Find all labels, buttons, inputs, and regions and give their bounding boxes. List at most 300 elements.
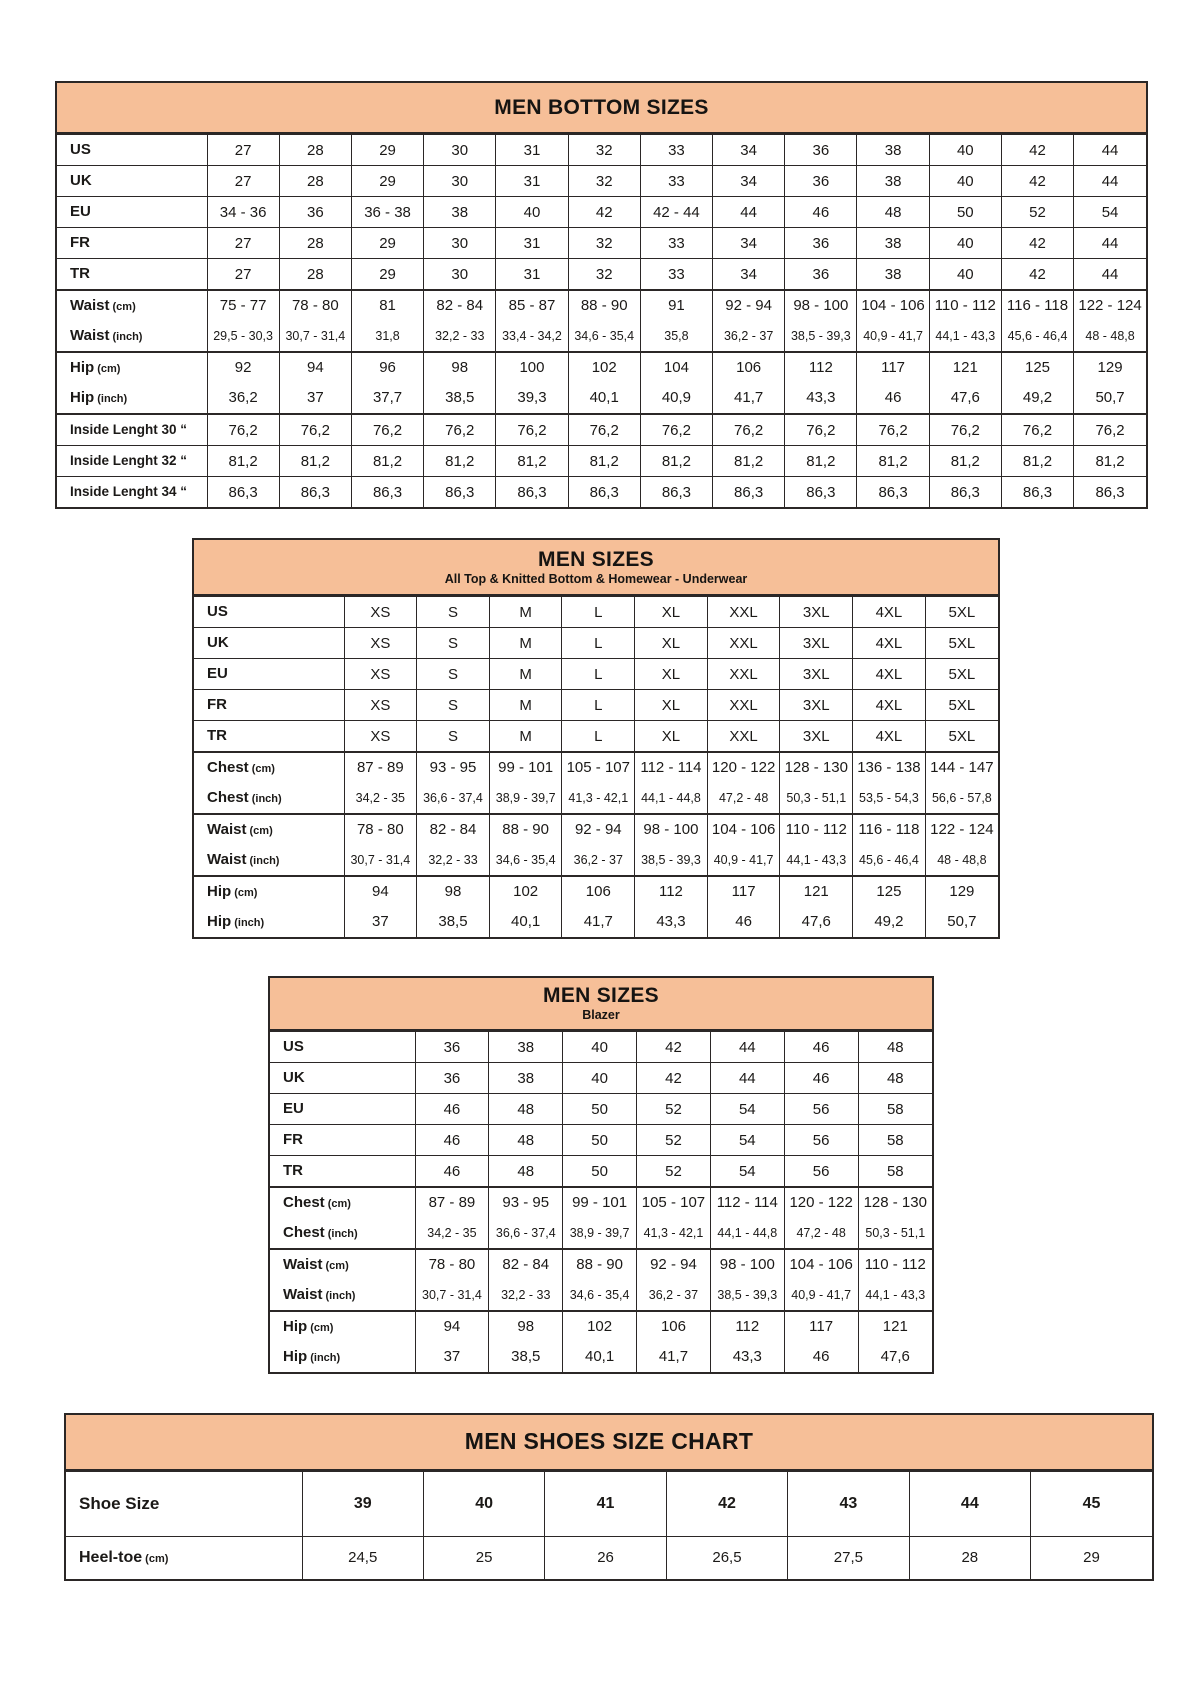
- value-cell: S: [417, 659, 490, 690]
- value-cell: [925, 876, 998, 937]
- value-text: 81: [379, 297, 396, 314]
- value-cell: 26: [545, 1537, 666, 1580]
- value-text: 93 - 95: [429, 759, 477, 776]
- value-cell: 44: [713, 197, 785, 228]
- value-cell: 28: [279, 228, 351, 259]
- value-cell: [858, 1187, 932, 1249]
- row-us: [57, 135, 1146, 166]
- value-cell: 76,2: [1001, 414, 1073, 446]
- value-cell: 76,2: [424, 414, 496, 446]
- value-text: 98 - 100: [643, 821, 699, 838]
- value-cell: 81,2: [1074, 446, 1146, 477]
- value-cell: 50: [929, 197, 1001, 228]
- row-label-text: Hip: [207, 883, 232, 900]
- value-cell: 42: [1001, 135, 1073, 166]
- value-text: 38,5 - 39,3: [790, 329, 851, 343]
- value-cell: [563, 1249, 637, 1311]
- value-text: 120 - 122: [789, 1194, 853, 1211]
- value-text: 44,1 - 43,3: [865, 1288, 926, 1302]
- value-cell: [713, 290, 785, 352]
- value-text: 82 - 84: [436, 297, 484, 314]
- value-cell: 45: [1031, 1472, 1152, 1537]
- value-cell: 76,2: [207, 414, 279, 446]
- value-text: 92 - 94: [725, 297, 772, 314]
- value-cell: 44: [1074, 166, 1146, 197]
- value-text: 87 - 89: [428, 1194, 476, 1211]
- value-cell: 30: [424, 259, 496, 291]
- value-cell: 38: [489, 1063, 563, 1094]
- value-text: 136 - 138: [857, 759, 921, 776]
- value-cell: [784, 1249, 858, 1311]
- value-cell: 86,3: [424, 477, 496, 508]
- value-text: 36,2: [228, 389, 258, 406]
- value-text: 112: [735, 1318, 760, 1335]
- value-cell: 81,2: [207, 446, 279, 477]
- value-text: 122 - 124: [930, 821, 994, 838]
- table-header: [66, 1415, 1152, 1471]
- value-cell: 42: [637, 1063, 711, 1094]
- value-cell: 38: [857, 166, 929, 197]
- value-cell: [344, 752, 417, 814]
- value-cell: 34 - 36: [207, 197, 279, 228]
- value-cell: [279, 290, 351, 352]
- value-text: 92: [234, 359, 252, 376]
- value-cell: 34: [713, 135, 785, 166]
- value-cell: 81,2: [279, 446, 351, 477]
- value-text: 41,3 - 42,1: [568, 791, 629, 805]
- value-cell: [710, 1187, 784, 1249]
- value-cell: 48: [489, 1156, 563, 1188]
- value-text: 88 - 90: [576, 1256, 623, 1273]
- value-cell: [857, 290, 929, 352]
- value-text: 112 - 114: [640, 759, 702, 776]
- value-cell: 54: [1074, 197, 1146, 228]
- value-cell: 4XL: [853, 721, 926, 753]
- value-text: 117: [881, 359, 906, 376]
- value-text: 100: [519, 359, 545, 376]
- value-text: 37: [306, 389, 324, 406]
- value-cell: 81,2: [640, 446, 712, 477]
- value-cell: [929, 352, 1001, 414]
- value-cell: 38: [489, 1032, 563, 1063]
- value-text: 120 - 122: [711, 759, 776, 776]
- row-label-unit: (inch): [246, 855, 280, 867]
- value-cell: 48: [857, 197, 929, 228]
- value-cell: XXL: [707, 597, 780, 628]
- value-cell: [635, 876, 708, 937]
- value-cell: 54: [710, 1156, 784, 1188]
- value-text: 39,3: [517, 389, 547, 406]
- value-cell: 31: [496, 166, 568, 197]
- value-text: 112: [808, 359, 833, 376]
- table-title: MEN SIZES: [543, 984, 659, 1008]
- value-cell: 52: [637, 1125, 711, 1156]
- table-title: MEN SHOES SIZE CHART: [464, 1428, 754, 1455]
- value-cell: [710, 1249, 784, 1311]
- value-cell: 36 - 38: [351, 197, 423, 228]
- value-cell: [707, 876, 780, 937]
- value-cell: [785, 352, 857, 414]
- value-cell: [929, 290, 1001, 352]
- row-chest-cm-inch: [194, 752, 998, 814]
- row-label-text: Hip: [70, 389, 95, 406]
- value-cell: L: [562, 721, 635, 753]
- value-text: 37: [443, 1348, 461, 1365]
- value-text: 43,3: [656, 913, 686, 930]
- value-cell: [563, 1187, 637, 1249]
- row-eu: [270, 1094, 932, 1125]
- value-text: 129: [949, 883, 975, 900]
- value-text: 40,9 - 41,7: [791, 1288, 852, 1302]
- value-text: 30,7 - 31,4: [350, 853, 411, 867]
- men-bottom-sizes-grid: [57, 134, 1146, 507]
- value-text: 112 - 114: [716, 1194, 778, 1211]
- value-cell: 56: [784, 1156, 858, 1188]
- row-label: [57, 414, 207, 446]
- row-eu: [194, 659, 998, 690]
- value-text: 36,2 - 37: [648, 1288, 699, 1302]
- row-label-unit: (cm): [142, 1553, 169, 1565]
- value-cell: [1001, 352, 1073, 414]
- row-label: [270, 1032, 415, 1063]
- value-text: 87 - 89: [356, 759, 404, 776]
- row-label-text: US: [207, 603, 228, 620]
- value-cell: 48: [858, 1063, 932, 1094]
- value-text: 121: [803, 883, 829, 900]
- value-text: 38,5: [438, 913, 468, 930]
- value-cell: [857, 352, 929, 414]
- value-cell: [489, 1311, 563, 1372]
- value-cell: 36: [785, 135, 857, 166]
- value-text: 117: [809, 1318, 834, 1335]
- value-cell: [424, 352, 496, 414]
- row-label-unit: (inch): [322, 1290, 356, 1302]
- value-cell: [637, 1311, 711, 1372]
- row-shoe-size: [66, 1472, 1152, 1537]
- value-cell: 86,3: [713, 477, 785, 508]
- value-text: 104 - 106: [789, 1256, 853, 1273]
- men-sizes-blazer-grid: [270, 1031, 932, 1372]
- value-cell: 36: [279, 197, 351, 228]
- value-cell: 44: [710, 1063, 784, 1094]
- value-text: 37,7: [372, 389, 403, 406]
- row-label: [194, 721, 344, 753]
- value-text: 36,2 - 37: [723, 329, 774, 343]
- value-cell: 39: [302, 1472, 423, 1537]
- value-text: 41,7: [658, 1348, 689, 1365]
- value-cell: L: [562, 659, 635, 690]
- men-sizes-top-table: [192, 538, 1000, 939]
- value-cell: S: [417, 721, 490, 753]
- value-cell: 29: [1031, 1537, 1152, 1580]
- row-label-text: Waist: [207, 851, 247, 868]
- row-label-text: Heel-toe: [79, 1549, 143, 1566]
- value-text: 78 - 80: [291, 297, 339, 314]
- value-text: 47,6: [880, 1348, 910, 1365]
- value-cell: XL: [635, 690, 708, 721]
- value-cell: L: [562, 628, 635, 659]
- value-text: 36,2 - 37: [573, 853, 623, 867]
- value-cell: XL: [635, 659, 708, 690]
- value-cell: 46: [415, 1094, 489, 1125]
- value-cell: 46: [784, 1063, 858, 1094]
- row-label: [194, 597, 344, 628]
- value-cell: 40: [929, 135, 1001, 166]
- value-cell: [784, 1187, 858, 1249]
- value-cell: [853, 752, 926, 814]
- value-cell: 38: [857, 135, 929, 166]
- value-text: 43,3: [806, 389, 836, 406]
- value-text: 50,3 - 51,1: [786, 791, 847, 805]
- value-cell: 4XL: [853, 628, 926, 659]
- value-cell: 5XL: [925, 690, 998, 721]
- value-cell: [925, 814, 998, 876]
- value-text: 88 - 90: [502, 821, 549, 838]
- value-text: 98: [451, 359, 469, 376]
- value-text: 117: [731, 883, 756, 900]
- value-text: 46: [735, 913, 752, 930]
- value-cell: [417, 876, 490, 937]
- row-label-text: FR: [207, 696, 227, 713]
- value-cell: 42: [1001, 228, 1073, 259]
- row-label: [270, 1125, 415, 1156]
- value-cell: 40: [423, 1472, 544, 1537]
- value-cell: 58: [858, 1094, 932, 1125]
- value-text: 32,2 - 33: [435, 329, 485, 343]
- value-text: 112: [658, 883, 683, 900]
- row-label: [194, 628, 344, 659]
- value-cell: 42: [568, 197, 640, 228]
- value-cell: 48: [858, 1032, 932, 1063]
- row-label-unit: (cm): [307, 1322, 334, 1334]
- value-cell: 52: [1001, 197, 1073, 228]
- value-text: 110 - 112: [864, 1256, 926, 1273]
- row-us: [270, 1032, 932, 1063]
- value-cell: 50: [563, 1094, 637, 1125]
- value-cell: [415, 1187, 489, 1249]
- value-cell: 29: [351, 166, 423, 197]
- row-label-text: Waist: [207, 821, 247, 838]
- value-cell: 4XL: [853, 659, 926, 690]
- value-cell: [489, 752, 562, 814]
- value-cell: 30: [424, 166, 496, 197]
- value-text: 116 - 118: [1006, 297, 1069, 314]
- value-cell: 76,2: [568, 414, 640, 446]
- value-cell: [713, 352, 785, 414]
- value-text: 116 - 118: [858, 821, 920, 838]
- row-label-unit: (inch): [109, 331, 143, 343]
- row-label: [57, 446, 207, 477]
- value-cell: [1001, 290, 1073, 352]
- value-cell: [562, 752, 635, 814]
- value-text: 46: [812, 1348, 830, 1365]
- value-cell: XL: [635, 628, 708, 659]
- value-text: 41,3 - 42,1: [643, 1226, 704, 1240]
- value-text: 88 - 90: [580, 297, 628, 314]
- value-text: 82 - 84: [429, 821, 477, 838]
- value-cell: 31: [496, 135, 568, 166]
- row-label: [270, 1311, 415, 1372]
- value-cell: [496, 290, 568, 352]
- value-cell: 32: [568, 166, 640, 197]
- value-text: 38,9 - 39,7: [495, 791, 556, 805]
- value-cell: 38: [857, 228, 929, 259]
- value-cell: [351, 290, 423, 352]
- row-us: [194, 597, 998, 628]
- value-cell: [344, 814, 417, 876]
- value-text: 40,1: [511, 913, 541, 930]
- row-hip-cm-inch: [57, 352, 1146, 414]
- row-label-text: Hip: [207, 913, 232, 930]
- value-cell: 81,2: [568, 446, 640, 477]
- value-text: 30,7 - 31,4: [422, 1288, 482, 1302]
- value-text: 47,6: [950, 389, 980, 406]
- value-cell: 81,2: [351, 446, 423, 477]
- row-inside-lenght-30: [57, 414, 1146, 446]
- value-cell: 86,3: [785, 477, 857, 508]
- value-text: 37: [371, 913, 389, 930]
- row-label-text: TR: [207, 727, 227, 744]
- value-cell: 34: [713, 228, 785, 259]
- value-cell: [489, 1249, 563, 1311]
- value-text: 110 - 112: [934, 297, 996, 314]
- value-text: 44,1 - 44,8: [641, 791, 701, 805]
- value-cell: [568, 352, 640, 414]
- row-label-unit: (cm): [246, 825, 273, 837]
- value-text: 34,2 - 35: [355, 791, 405, 805]
- value-cell: 5XL: [925, 597, 998, 628]
- value-cell: 28: [279, 259, 351, 291]
- value-cell: [344, 876, 417, 937]
- value-cell: [780, 752, 853, 814]
- value-cell: [784, 1311, 858, 1372]
- row-label-text: Waist: [70, 327, 110, 344]
- value-cell: XXL: [707, 659, 780, 690]
- value-text: 92 - 94: [650, 1256, 697, 1273]
- row-label: [57, 197, 207, 228]
- value-cell: 5XL: [925, 628, 998, 659]
- row-label-unit: (cm): [231, 887, 258, 899]
- value-cell: 29: [351, 135, 423, 166]
- value-cell: [640, 290, 712, 352]
- row-label-unit: (inch): [231, 917, 265, 929]
- row-label-text: Waist: [283, 1256, 323, 1273]
- row-fr: [57, 228, 1146, 259]
- value-cell: 34: [713, 259, 785, 291]
- row-uk: [270, 1063, 932, 1094]
- value-text: 44,1 - 43,3: [786, 853, 847, 867]
- value-cell: 86,3: [1074, 477, 1146, 508]
- row-label-text: Chest: [207, 789, 249, 806]
- value-text: 44,1 - 44,8: [717, 1226, 778, 1240]
- value-cell: [415, 1249, 489, 1311]
- value-cell: [780, 814, 853, 876]
- value-text: 31,8: [375, 329, 400, 343]
- value-cell: [568, 290, 640, 352]
- value-cell: L: [562, 690, 635, 721]
- value-cell: 30: [424, 228, 496, 259]
- value-text: 38,5: [511, 1348, 541, 1365]
- value-cell: [489, 1187, 563, 1249]
- row-label: [270, 1094, 415, 1125]
- value-cell: 81,2: [496, 446, 568, 477]
- row-label-text: Hip: [283, 1318, 308, 1335]
- value-cell: M: [489, 659, 562, 690]
- value-cell: 31: [496, 228, 568, 259]
- row-label-text: EU: [283, 1100, 304, 1117]
- value-cell: 50: [563, 1125, 637, 1156]
- value-cell: 56: [784, 1094, 858, 1125]
- row-label-text: Shoe Size: [79, 1494, 160, 1513]
- value-cell: 42 - 44: [640, 197, 712, 228]
- value-cell: M: [489, 721, 562, 753]
- value-text: 40,9 - 41,7: [713, 853, 774, 867]
- value-cell: 27: [207, 259, 279, 291]
- value-cell: M: [489, 597, 562, 628]
- value-text: 38,5 - 39,3: [717, 1288, 778, 1302]
- table-title: MEN SIZES: [538, 547, 654, 571]
- value-cell: [415, 1311, 489, 1372]
- value-text: 102: [513, 883, 539, 900]
- value-cell: 58: [858, 1125, 932, 1156]
- value-text: 104 - 106: [711, 821, 776, 838]
- row-label-text: US: [70, 141, 91, 158]
- value-cell: 36: [785, 259, 857, 291]
- value-cell: [207, 290, 279, 352]
- row-label: [66, 1472, 302, 1537]
- value-cell: 31: [496, 259, 568, 291]
- row-waist-cm-inch: [270, 1249, 932, 1311]
- value-cell: 32: [568, 259, 640, 291]
- value-text: 30,7 - 31,4: [285, 329, 346, 343]
- value-text: 82 - 84: [502, 1256, 550, 1273]
- value-cell: 44: [1074, 228, 1146, 259]
- value-cell: [637, 1187, 711, 1249]
- row-label-text: Chest: [207, 759, 249, 776]
- value-cell: 50: [563, 1156, 637, 1188]
- value-cell: 3XL: [780, 721, 853, 753]
- row-label-text: FR: [283, 1131, 303, 1148]
- value-text: 106: [736, 359, 762, 376]
- value-cell: 46: [784, 1032, 858, 1063]
- value-cell: 54: [710, 1094, 784, 1125]
- value-cell: 4XL: [853, 690, 926, 721]
- value-cell: 44: [1074, 135, 1146, 166]
- value-cell: 76,2: [640, 414, 712, 446]
- value-text: 94: [371, 883, 389, 900]
- value-cell: 34: [713, 166, 785, 197]
- value-cell: [858, 1249, 932, 1311]
- row-label: [194, 814, 344, 876]
- value-text: 98: [517, 1318, 535, 1335]
- value-text: 99 - 101: [572, 1194, 628, 1211]
- value-cell: 24,5: [302, 1537, 423, 1580]
- value-text: 34,6 - 35,4: [574, 329, 635, 343]
- value-text: 45,6 - 46,4: [859, 853, 919, 867]
- value-cell: 29: [351, 259, 423, 291]
- row-label-text: Waist: [283, 1286, 323, 1303]
- value-cell: 46: [785, 197, 857, 228]
- value-text: 125: [1025, 359, 1051, 376]
- row-inside-lenght-32: [57, 446, 1146, 477]
- value-text: 91: [668, 297, 685, 314]
- value-cell: XL: [635, 721, 708, 753]
- row-tr: [194, 721, 998, 753]
- value-cell: 86,3: [279, 477, 351, 508]
- value-text: 98: [444, 883, 462, 900]
- value-text: 105 - 107: [641, 1194, 706, 1211]
- value-text: 40,9 - 41,7: [863, 329, 923, 343]
